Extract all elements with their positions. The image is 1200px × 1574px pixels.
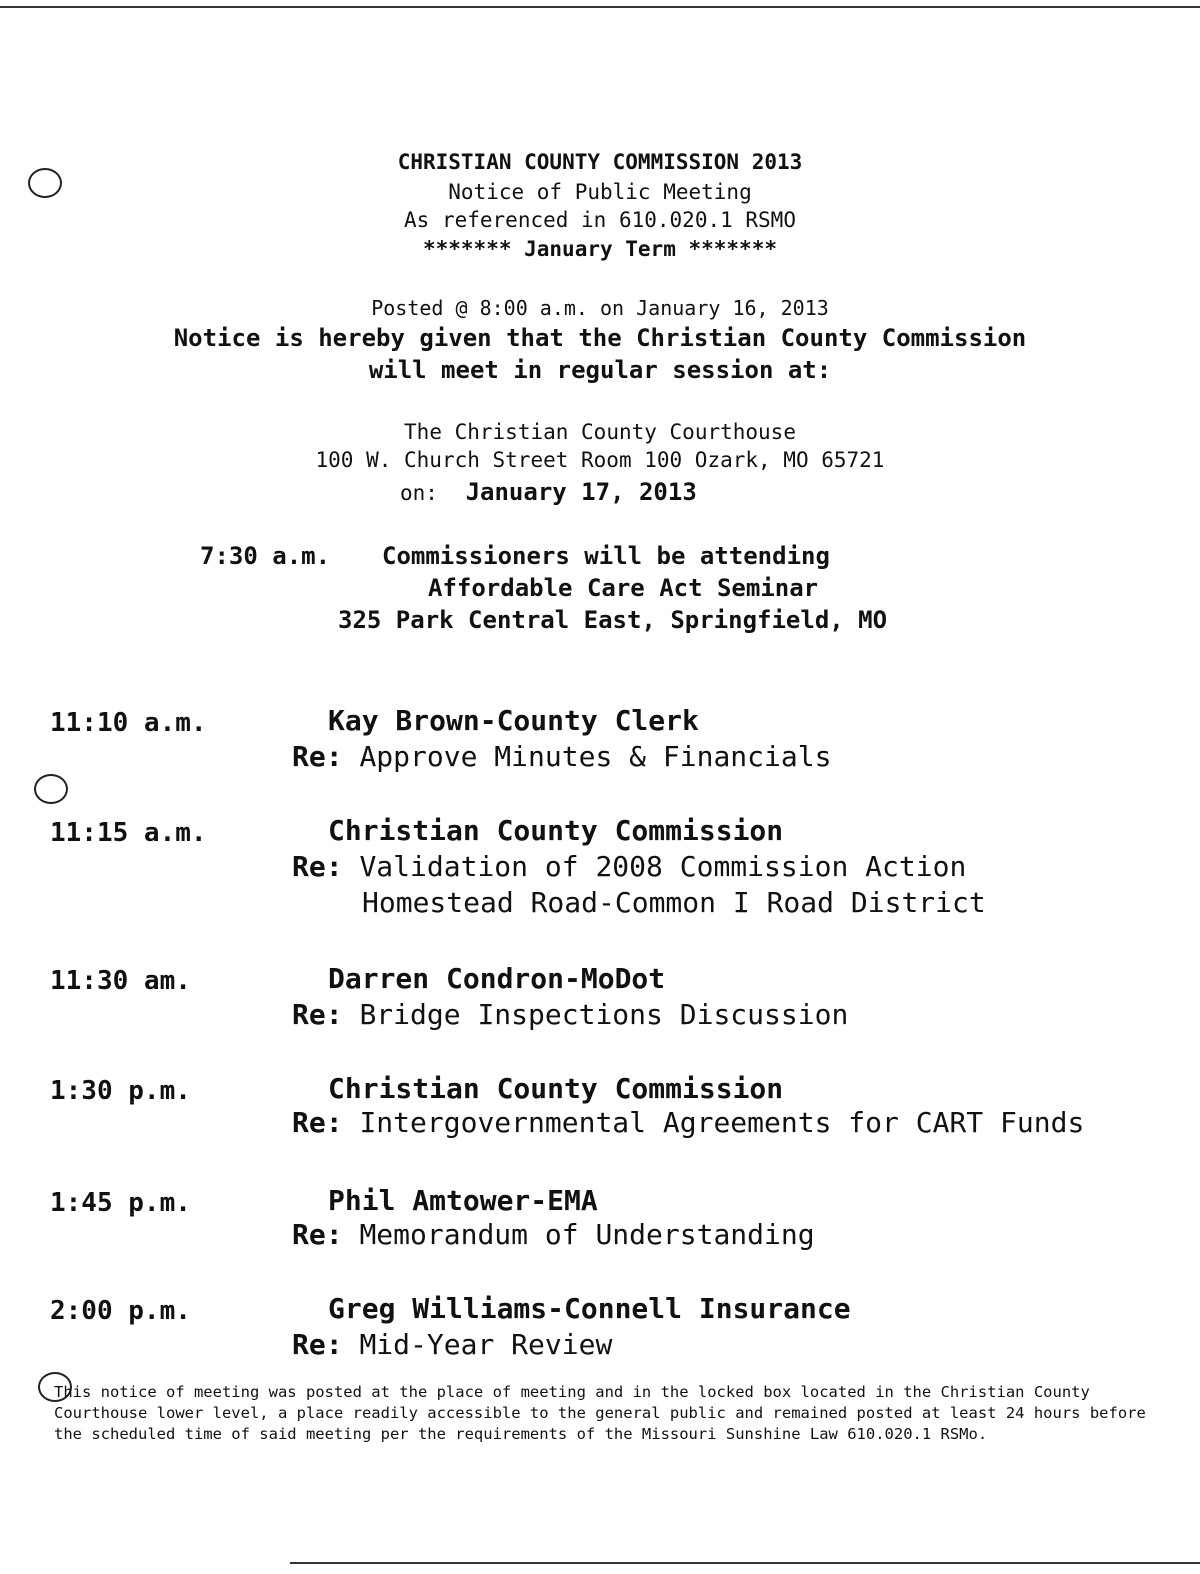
seminar-line-3: 325 Park Central East, Springfield, MO: [338, 606, 888, 634]
agenda-subject: [292, 1328, 612, 1361]
agenda-time: 11:15 a.m.: [50, 818, 207, 848]
seminar-line-2: Affordable Care Act Seminar: [428, 574, 819, 602]
location-name: The Christian County Courthouse: [404, 420, 796, 444]
agenda-presenter: Christian County Commission: [328, 1072, 784, 1105]
re-label: Re:: [292, 1106, 343, 1139]
meeting-date: January 17, 2013: [465, 478, 697, 506]
agenda-time: 2:00 p.m.: [50, 1296, 191, 1326]
agenda-subject-text: Intergovernmental Agreements for CART Funds: [359, 1106, 1085, 1139]
on-label: on:: [400, 481, 438, 505]
agenda-subject-continuation: Homestead Road-Common I Road District: [362, 886, 986, 919]
posting-certification: This notice of meeting was posted at the place of meeting and in the locked box located in the Christian County Courthouse lower level, a place readily accessible to the general public and remained posted at least 24 hours before the scheduled time of said meeting per the requirements of the Missouri Sunshine Law 610.020.1 RSMo.: [54, 1383, 1146, 1443]
bottom-border-line: [290, 1562, 1200, 1564]
re-label: Re:: [292, 1218, 343, 1251]
re-label: Re:: [292, 850, 343, 883]
re-label: Re:: [292, 740, 343, 773]
agenda-subject-text: Bridge Inspections Discussion: [359, 998, 849, 1031]
agenda-presenter: Christian County Commission: [328, 814, 784, 847]
re-label: Re:: [292, 998, 343, 1031]
agenda-presenter: Greg Williams-Connell Insurance: [328, 1292, 851, 1325]
agenda-time: 11:10 a.m.: [50, 708, 207, 738]
agenda-subject-text: Approve Minutes & Financials: [359, 740, 832, 773]
punch-hole-middle: [34, 774, 68, 804]
agenda-subject-text: Mid-Year Review: [359, 1328, 613, 1361]
term-heading: ******* January Term *******: [422, 237, 777, 261]
statute-reference: As referenced in 610.020.1 RSMO: [404, 208, 796, 232]
agenda-subject: [292, 1218, 815, 1251]
agenda-presenter: Kay Brown-County Clerk: [328, 704, 699, 737]
agenda-subject: [292, 998, 848, 1031]
agenda-time: 11:30 am.: [50, 966, 191, 996]
notice-line-1: Notice is hereby given that the Christian County Commission: [173, 324, 1027, 352]
document-subtitle: Notice of Public Meeting: [448, 180, 752, 204]
top-border-line: [0, 6, 1200, 8]
agenda-subject: [292, 850, 966, 883]
seminar-time: 7:30 a.m.: [200, 542, 331, 570]
meeting-date-row: [400, 478, 697, 506]
re-label: Re:: [292, 1328, 343, 1361]
agenda-time: 1:30 p.m.: [50, 1076, 191, 1106]
posted-line: Posted @ 8:00 a.m. on January 16, 2013: [371, 296, 829, 320]
agenda-presenter: Darren Condron-MoDot: [328, 962, 666, 995]
agenda-subject: [292, 740, 831, 773]
agenda-presenter: Phil Amtower-EMA: [328, 1184, 598, 1217]
document-title: CHRISTIAN COUNTY COMMISSION 2013: [397, 150, 803, 174]
notice-line-2: will meet in regular session at:: [368, 356, 832, 384]
agenda-time: 1:45 p.m.: [50, 1188, 191, 1218]
agenda-subject-text: Memorandum of Understanding: [359, 1218, 815, 1251]
seminar-line-1: Commissioners will be attending: [382, 542, 830, 570]
agenda-subject-text: Validation of 2008 Commission Action: [359, 850, 967, 883]
agenda-subject: [292, 1106, 1084, 1139]
location-address: 100 W. Church Street Room 100 Ozark, MO 65721: [315, 448, 885, 472]
